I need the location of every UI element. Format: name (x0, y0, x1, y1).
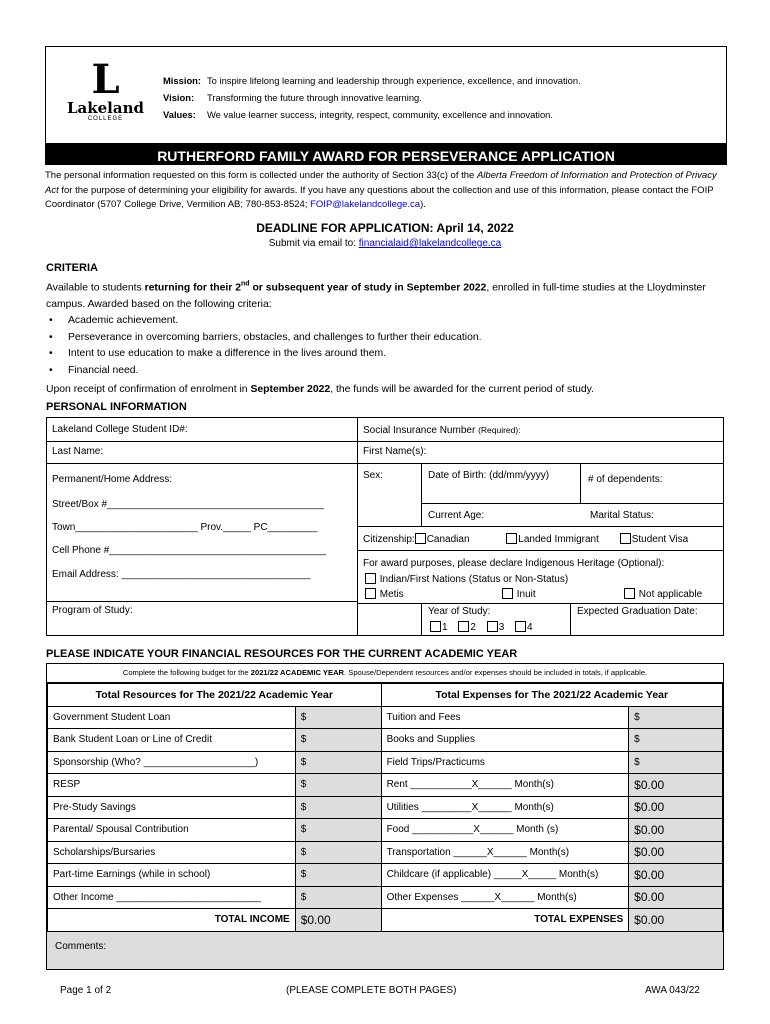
sex-field[interactable]: Sex: (363, 470, 384, 481)
mission-label: Mission: (163, 75, 202, 86)
criteria-heading: CRITERIA (46, 262, 98, 274)
mission-vision-values (163, 72, 581, 123)
page-number: Page 1 of 2 (60, 985, 112, 996)
total-expenses-label: TOTAL EXPENSES (381, 909, 629, 932)
financial-aid-email-link[interactable]: financialaid@lakelandcollege.ca (358, 238, 502, 249)
dob-field[interactable]: Date of Birth: (dd/mm/yyyy) (428, 470, 550, 481)
resource-label: Parental/ Spousal Contribution (48, 819, 296, 842)
expense-label: Utilities _________X______ Month(s) (381, 796, 629, 819)
student-visa-label: Student Visa (631, 534, 689, 545)
current-age-field[interactable]: Current Age: (428, 510, 485, 521)
email-field[interactable]: Email Address: __________________________________ (52, 569, 311, 580)
year-1-checkbox[interactable] (430, 621, 441, 632)
student-id-field[interactable]: Lakeland College Student ID#: (52, 424, 188, 435)
expense-amount-input[interactable]: $0.00 (629, 864, 723, 887)
submit-instructions (45, 238, 725, 249)
cell-phone-field[interactable]: Cell Phone #_______________________________________ (52, 545, 327, 556)
graduation-date-field[interactable]: Expected Graduation Date: (577, 606, 698, 617)
logo-college: COLLEGE (87, 116, 124, 122)
expense-label: Tuition and Fees (381, 706, 629, 729)
expense-amount-input[interactable]: $0.00 (629, 796, 723, 819)
table-row (48, 774, 723, 797)
resource-label: Sponsorship (Who? ____________________) (48, 751, 296, 774)
total-income-label: TOTAL INCOME (48, 909, 296, 932)
resource-amount-input[interactable]: $ (295, 729, 381, 752)
expense-label: Transportation ______X______ Month(s) (381, 841, 629, 864)
street-field[interactable]: Street/Box #_______________________________________ (52, 499, 324, 510)
expense-label: Books and Supplies (381, 729, 629, 752)
vision-label: Vision: (163, 92, 195, 103)
expense-amount-input[interactable]: $ (629, 751, 723, 774)
list-item: • Perseverance in overcoming barriers, obstacles, and challenges to further their education. (46, 330, 726, 347)
budget-table (47, 683, 723, 932)
financial-box (46, 663, 724, 970)
marital-status-field[interactable]: Marital Status: (590, 510, 654, 521)
resource-label: Government Student Loan (48, 706, 296, 729)
expense-amount-input[interactable]: $ (629, 729, 723, 752)
resource-label: Part-time Earnings (while in school) (48, 864, 296, 887)
footer-note: (PLEASE COMPLETE BOTH PAGES) (286, 985, 457, 996)
logo-letter: L (91, 56, 120, 103)
resources-header: Total Resources for The 2021/22 Academic Year (48, 684, 382, 707)
program-of-study-field[interactable]: Program of Study: (52, 605, 133, 616)
criteria-list (46, 313, 726, 379)
table-row (48, 706, 723, 729)
expense-label: Food ___________X______ Month (s) (381, 819, 629, 842)
table-row (48, 729, 723, 752)
privacy-notice (45, 169, 725, 213)
sin-field[interactable]: Social Insurance Number (Required): (363, 425, 521, 436)
budget-note: Complete the following budget for the 2021/22 ACADEMIC YEAR. Spouse/Dependent resources and/or expenses should be included in totals, if applicable. (47, 664, 723, 683)
logo-name: Lakeland (66, 99, 144, 117)
list-item: • Intent to use education to make a difference in the lives around them. (46, 346, 726, 363)
comments-field[interactable] (47, 931, 723, 969)
resource-amount-input[interactable]: $ (295, 706, 381, 729)
expense-label: Field Trips/Practicums (381, 751, 629, 774)
submit-label: Submit via email to: (268, 238, 359, 249)
expense-amount-input[interactable]: $0.00 (629, 886, 723, 909)
personal-info-box (46, 417, 724, 636)
totals-row (48, 909, 723, 932)
landed-immigrant-label: Landed Immigrant (518, 534, 599, 545)
not-applicable-option: Not applicable (624, 588, 702, 601)
resource-amount-input[interactable]: $ (295, 751, 381, 774)
year-2-checkbox[interactable] (458, 621, 469, 632)
inuit-checkbox[interactable] (502, 588, 513, 599)
dependents-field[interactable]: # of dependents: (588, 474, 663, 485)
student-visa-checkbox[interactable] (620, 533, 631, 544)
metis-option: Metis (365, 588, 404, 601)
resource-amount-input[interactable]: $ (295, 819, 381, 842)
first-names-field[interactable]: First Name(s): (363, 446, 427, 457)
table-row (48, 886, 723, 909)
resource-label: RESP (48, 774, 296, 797)
financial-heading: PLEASE INDICATE YOUR FINANCIAL RESOURCES FOR THE CURRENT ACADEMIC YEAR (46, 648, 518, 660)
foip-email-link[interactable]: FOIP@lakelandcollege.ca (310, 199, 421, 210)
mission-text: To inspire lifelong learning and leadership through experience, excellence, and innovation. (207, 75, 581, 86)
table-row (48, 864, 723, 887)
receipt-note: Upon receipt of confirmation of enrolment in September 2022, the funds will be awarded for the current period of study. (46, 384, 594, 396)
resource-label: Bank Student Loan or Line of Credit (48, 729, 296, 752)
total-income-value: $0.00 (295, 909, 381, 932)
deadline: DEADLINE FOR APPLICATION: April 14, 2022 (256, 221, 514, 235)
table-header-row (48, 684, 723, 707)
list-item: • Financial need. (46, 363, 726, 380)
vision-text: Transforming the future through innovative learning. (207, 92, 422, 103)
values-label: Values: (163, 109, 196, 120)
home-address-label: Permanent/Home Address: (52, 474, 173, 485)
table-row (48, 796, 723, 819)
foip-act: Alberta Freedom of Information and Protection of Privacy Act (45, 170, 717, 196)
citizenship-label: Citizenship: (363, 534, 415, 545)
metis-checkbox[interactable] (365, 588, 376, 599)
first-nations-option: Indian/First Nations (Status or Non-Status) (365, 573, 568, 586)
citizenship-row (363, 533, 688, 546)
canadian-checkbox[interactable] (415, 533, 426, 544)
resource-amount-input[interactable]: $ (295, 841, 381, 864)
first-nations-checkbox[interactable] (365, 573, 376, 584)
landed-immigrant-checkbox[interactable] (506, 533, 517, 544)
canadian-label: Canadian (426, 534, 470, 545)
resource-amount-input[interactable]: $ (295, 864, 381, 887)
resource-label: Pre-Study Savings (48, 796, 296, 819)
criteria-intro: Available to students returning for their 2nd or subsequent year of study in September 2022, enrolled in full-time studies at the Lloydminster campus. Awarded based on the following criteria: (46, 281, 706, 310)
expense-label: Other Expenses ______X______ Month(s) (381, 886, 629, 909)
expense-label: Childcare (if applicable) _____X_____ Month(s) (381, 864, 629, 887)
lakeland-logo (58, 56, 153, 130)
indigenous-heritage-label: For award purposes, please declare Indigenous Heritage (Optional): (363, 558, 665, 569)
resource-label: Scholarships/Bursaries (48, 841, 296, 864)
expense-amount-input[interactable]: $0.00 (629, 819, 723, 842)
personal-info-heading: PERSONAL INFORMATION (46, 401, 187, 413)
intro-text-3: ). (420, 199, 426, 210)
resource-label: Other Income __________________________ (48, 886, 296, 909)
resource-amount-input[interactable]: $ (295, 796, 381, 819)
form-title: RUTHERFORD FAMILY AWARD FOR PERSEVERANCE APPLICATION (45, 143, 727, 165)
expense-label: Rent ___________X______ Month(s) (381, 774, 629, 797)
year-3-checkbox[interactable] (487, 621, 498, 632)
comments-label: Comments: (55, 941, 107, 952)
criteria-section (46, 277, 726, 399)
expense-amount-input[interactable]: $ (629, 706, 723, 729)
expenses-header: Total Expenses for The 2021/22 Academic Year (381, 684, 722, 707)
year-of-study-label: Year of Study: (428, 606, 491, 617)
resource-amount-input[interactable]: $ (295, 774, 381, 797)
year-of-study-options: 1 2 3 4 (430, 621, 533, 634)
list-item: • Academic achievement. (46, 313, 726, 330)
resource-amount-input[interactable]: $ (295, 886, 381, 909)
intro-text-2: for the purpose of determining your eligibility for awards. If you have any questions about the collection and use of this information, please contact the FOIP Coordinator (5707 College Drive, Vermilion AB; 780-853-8524; (45, 184, 714, 210)
table-row (48, 819, 723, 842)
not-applicable-checkbox[interactable] (624, 588, 635, 599)
total-expenses-value: $0.00 (629, 909, 723, 932)
expense-amount-input[interactable]: $0.00 (629, 841, 723, 864)
table-row (48, 841, 723, 864)
values-text: We value learner success, integrity, respect, community, excellence and innovation. (207, 109, 553, 120)
expense-amount-input[interactable]: $0.00 (629, 774, 723, 797)
town-prov-pc-field[interactable]: Town______________________ Prov._____ PC_________ (52, 522, 318, 533)
table-row (48, 751, 723, 774)
inuit-option: Inuit (502, 588, 536, 601)
year-4-checkbox[interactable] (515, 621, 526, 632)
intro-text-1: The personal information requested on this form is collected under the authority of Section 33(c) of the (45, 170, 477, 181)
last-name-field[interactable]: Last Name: (52, 446, 104, 457)
form-code: AWA 043/22 (645, 985, 700, 996)
